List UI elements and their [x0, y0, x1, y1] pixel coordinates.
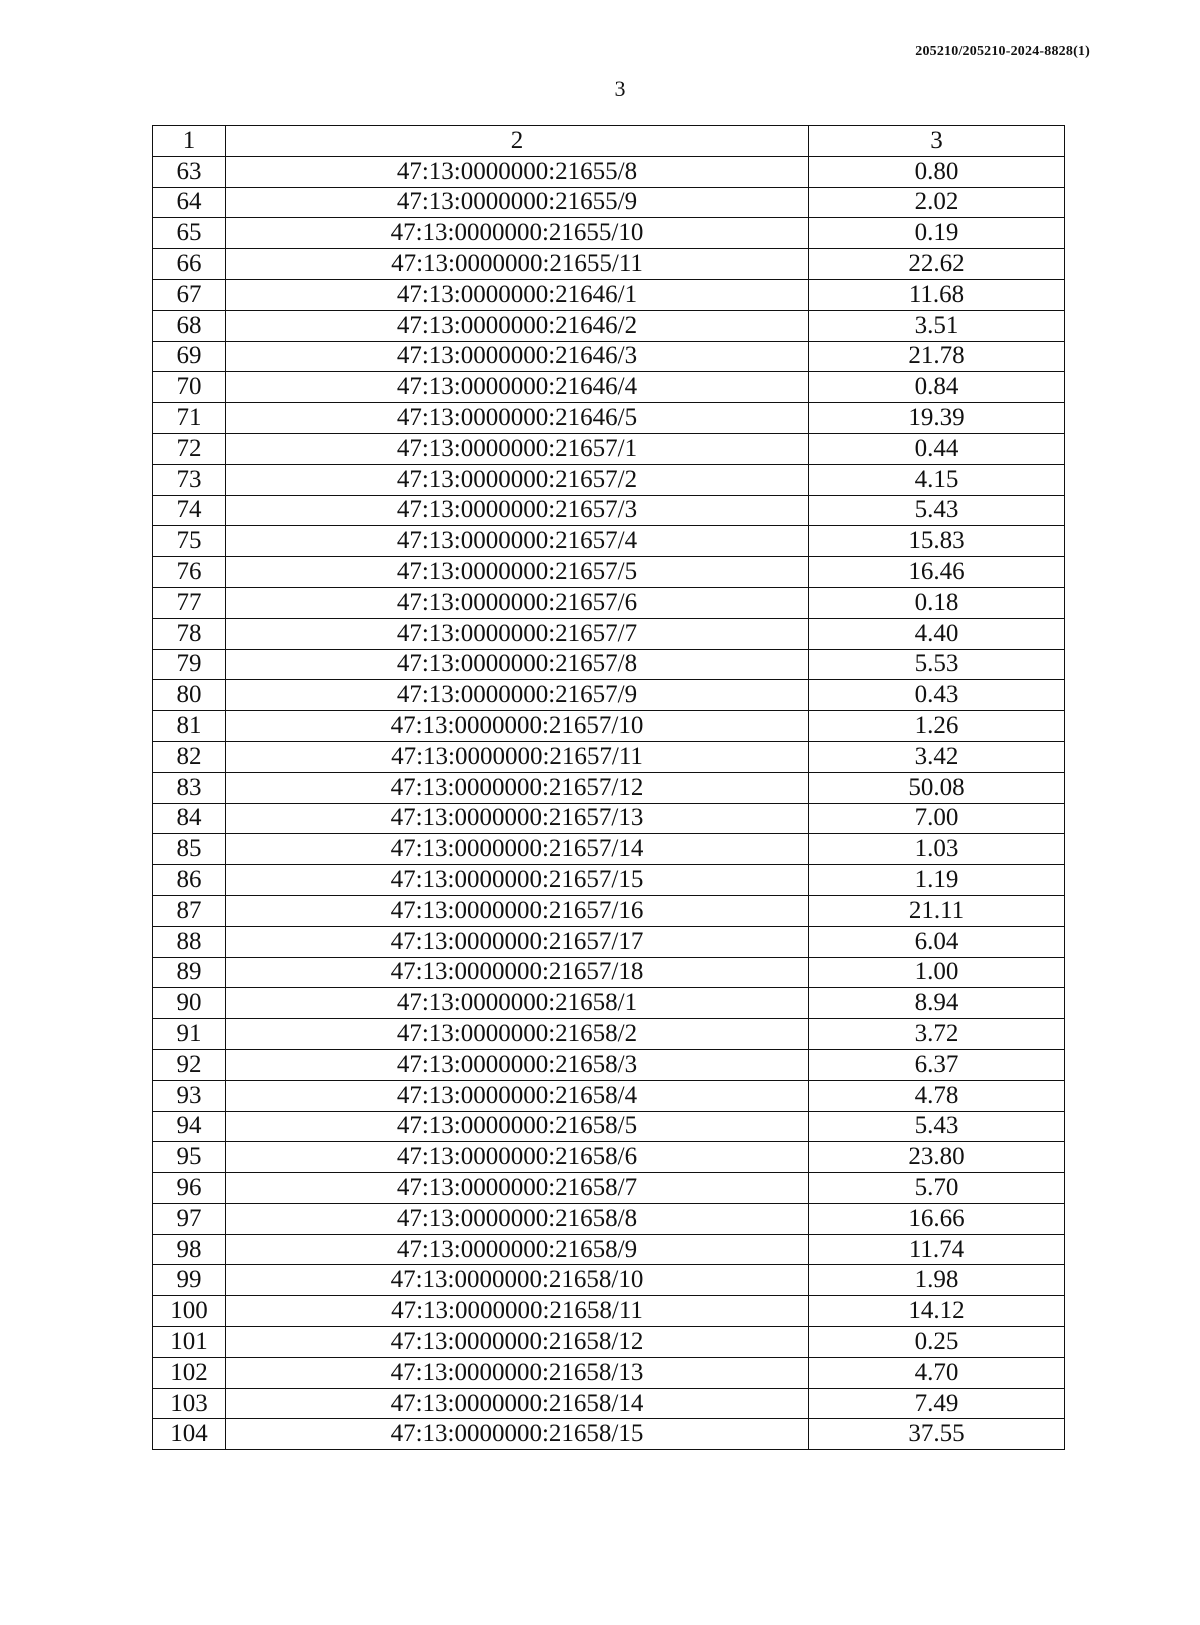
value-cell: 5.43	[809, 1111, 1065, 1142]
table-row	[153, 310, 1065, 341]
value-cell: 37.55	[809, 1419, 1065, 1450]
value-cell: 0.80	[809, 156, 1065, 187]
value-cell: 19.39	[809, 403, 1065, 434]
cadastral-number-cell: 47:13:0000000:21655/10	[226, 218, 809, 249]
value-cell: 5.70	[809, 1173, 1065, 1204]
cadastral-number-cell: 47:13:0000000:21657/15	[226, 865, 809, 896]
page-number: 3	[614, 76, 626, 101]
row-number-cell: 72	[153, 433, 226, 464]
table-row	[153, 711, 1065, 742]
row-number-cell: 71	[153, 403, 226, 434]
cadastral-number-cell: 47:13:0000000:21655/8	[226, 156, 809, 187]
row-number-cell: 73	[153, 464, 226, 495]
cadastral-number-cell: 47:13:0000000:21658/2	[226, 1019, 809, 1050]
row-number-cell: 66	[153, 249, 226, 280]
value-cell: 3.51	[809, 310, 1065, 341]
value-cell: 5.53	[809, 649, 1065, 680]
table-row	[153, 1265, 1065, 1296]
value-cell: 0.44	[809, 433, 1065, 464]
value-cell: 4.78	[809, 1080, 1065, 1111]
table-row	[153, 341, 1065, 372]
row-number-cell: 91	[153, 1019, 226, 1050]
row-number-cell: 78	[153, 618, 226, 649]
table-row	[153, 1357, 1065, 1388]
row-number-cell: 92	[153, 1049, 226, 1080]
table-row	[153, 464, 1065, 495]
table-row	[153, 649, 1065, 680]
table-row	[153, 865, 1065, 896]
column-header-cadastral-number: 2	[226, 126, 809, 157]
cadastral-number-cell: 47:13:0000000:21658/15	[226, 1419, 809, 1450]
value-cell: 1.98	[809, 1265, 1065, 1296]
table-row	[153, 741, 1065, 772]
table-row	[153, 218, 1065, 249]
cadastral-number-cell: 47:13:0000000:21657/1	[226, 433, 809, 464]
row-number-cell: 82	[153, 741, 226, 772]
value-cell: 1.26	[809, 711, 1065, 742]
value-cell: 0.43	[809, 680, 1065, 711]
row-number-cell: 86	[153, 865, 226, 896]
row-number-cell: 87	[153, 895, 226, 926]
row-number-cell: 84	[153, 803, 226, 834]
table-row	[153, 433, 1065, 464]
cadastral-number-cell: 47:13:0000000:21658/7	[226, 1173, 809, 1204]
value-cell: 21.11	[809, 895, 1065, 926]
row-number-cell: 104	[153, 1419, 226, 1450]
row-number-cell: 103	[153, 1388, 226, 1419]
table-row	[153, 1327, 1065, 1358]
cadastral-number-cell: 47:13:0000000:21646/5	[226, 403, 809, 434]
row-number-cell: 99	[153, 1265, 226, 1296]
row-number-cell: 97	[153, 1203, 226, 1234]
row-number-cell: 100	[153, 1296, 226, 1327]
row-number-cell: 83	[153, 772, 226, 803]
cadastral-number-cell: 47:13:0000000:21658/5	[226, 1111, 809, 1142]
table-row	[153, 680, 1065, 711]
row-number-cell: 95	[153, 1142, 226, 1173]
cadastral-number-cell: 47:13:0000000:21657/9	[226, 680, 809, 711]
table-row	[153, 249, 1065, 280]
value-cell: 0.25	[809, 1327, 1065, 1358]
table-row	[153, 1173, 1065, 1204]
cadastral-number-cell: 47:13:0000000:21658/3	[226, 1049, 809, 1080]
row-number-cell: 77	[153, 587, 226, 618]
table-row	[153, 1419, 1065, 1450]
table-row	[153, 618, 1065, 649]
value-cell: 0.84	[809, 372, 1065, 403]
row-number-cell: 102	[153, 1357, 226, 1388]
value-cell: 11.68	[809, 279, 1065, 310]
value-cell: 5.43	[809, 495, 1065, 526]
row-number-cell: 93	[153, 1080, 226, 1111]
row-number-cell: 68	[153, 310, 226, 341]
table-row	[153, 1142, 1065, 1173]
table-row	[153, 1203, 1065, 1234]
cadastral-number-cell: 47:13:0000000:21655/11	[226, 249, 809, 280]
cadastral-number-cell: 47:13:0000000:21658/8	[226, 1203, 809, 1234]
table-row	[153, 1234, 1065, 1265]
value-cell: 3.72	[809, 1019, 1065, 1050]
table-row	[153, 403, 1065, 434]
table-row	[153, 1111, 1065, 1142]
value-cell: 50.08	[809, 772, 1065, 803]
row-number-cell: 67	[153, 279, 226, 310]
cadastral-number-cell: 47:13:0000000:21657/16	[226, 895, 809, 926]
value-cell: 8.94	[809, 988, 1065, 1019]
row-number-cell: 88	[153, 926, 226, 957]
cadastral-number-cell: 47:13:0000000:21657/7	[226, 618, 809, 649]
table-row	[153, 926, 1065, 957]
table-row	[153, 1388, 1065, 1419]
value-cell: 7.00	[809, 803, 1065, 834]
value-cell: 4.40	[809, 618, 1065, 649]
table-body	[153, 156, 1065, 1449]
table-row	[153, 372, 1065, 403]
cadastral-number-cell: 47:13:0000000:21658/4	[226, 1080, 809, 1111]
cadastral-table	[152, 125, 1065, 1450]
cadastral-number-cell: 47:13:0000000:21646/3	[226, 341, 809, 372]
value-cell: 3.42	[809, 741, 1065, 772]
row-number-cell: 75	[153, 526, 226, 557]
cadastral-number-cell: 47:13:0000000:21655/9	[226, 187, 809, 218]
row-number-cell: 76	[153, 557, 226, 588]
value-cell: 4.70	[809, 1357, 1065, 1388]
row-number-cell: 74	[153, 495, 226, 526]
table-row	[153, 803, 1065, 834]
cadastral-number-cell: 47:13:0000000:21657/5	[226, 557, 809, 588]
row-number-cell: 69	[153, 341, 226, 372]
cadastral-number-cell: 47:13:0000000:21657/13	[226, 803, 809, 834]
cadastral-number-cell: 47:13:0000000:21646/1	[226, 279, 809, 310]
table-row	[153, 1296, 1065, 1327]
value-cell: 23.80	[809, 1142, 1065, 1173]
value-cell: 2.02	[809, 187, 1065, 218]
table-row	[153, 834, 1065, 865]
table-row	[153, 772, 1065, 803]
value-cell: 1.00	[809, 957, 1065, 988]
table-row	[153, 988, 1065, 1019]
cadastral-number-cell: 47:13:0000000:21657/6	[226, 587, 809, 618]
row-number-cell: 70	[153, 372, 226, 403]
cadastral-number-cell: 47:13:0000000:21646/2	[226, 310, 809, 341]
table-row	[153, 957, 1065, 988]
column-header-number: 1	[153, 126, 226, 157]
row-number-cell: 101	[153, 1327, 226, 1358]
cadastral-number-cell: 47:13:0000000:21657/10	[226, 711, 809, 742]
cadastral-number-cell: 47:13:0000000:21657/17	[226, 926, 809, 957]
table-row	[153, 156, 1065, 187]
row-number-cell: 90	[153, 988, 226, 1019]
table-header-row	[153, 126, 1065, 157]
cadastral-number-cell: 47:13:0000000:21658/14	[226, 1388, 809, 1419]
value-cell: 0.19	[809, 218, 1065, 249]
value-cell: 11.74	[809, 1234, 1065, 1265]
cadastral-number-cell: 47:13:0000000:21658/10	[226, 1265, 809, 1296]
table-row	[153, 495, 1065, 526]
row-number-cell: 89	[153, 957, 226, 988]
cadastral-number-cell: 47:13:0000000:21658/12	[226, 1327, 809, 1358]
table-row	[153, 1049, 1065, 1080]
cadastral-number-cell: 47:13:0000000:21657/18	[226, 957, 809, 988]
table-row	[153, 587, 1065, 618]
table-row	[153, 895, 1065, 926]
row-number-cell: 79	[153, 649, 226, 680]
value-cell: 1.03	[809, 834, 1065, 865]
row-number-cell: 96	[153, 1173, 226, 1204]
row-number-cell: 65	[153, 218, 226, 249]
value-cell: 14.12	[809, 1296, 1065, 1327]
value-cell: 22.62	[809, 249, 1065, 280]
value-cell: 16.66	[809, 1203, 1065, 1234]
cadastral-number-cell: 47:13:0000000:21657/3	[226, 495, 809, 526]
cadastral-number-cell: 47:13:0000000:21657/12	[226, 772, 809, 803]
row-number-cell: 64	[153, 187, 226, 218]
cadastral-number-cell: 47:13:0000000:21657/8	[226, 649, 809, 680]
cadastral-number-cell: 47:13:0000000:21657/4	[226, 526, 809, 557]
document-id: 205210/205210-2024-8828(1)	[915, 44, 1090, 59]
row-number-cell: 63	[153, 156, 226, 187]
table-row	[153, 1080, 1065, 1111]
value-cell: 7.49	[809, 1388, 1065, 1419]
value-cell: 15.83	[809, 526, 1065, 557]
row-number-cell: 85	[153, 834, 226, 865]
cadastral-number-cell: 47:13:0000000:21658/11	[226, 1296, 809, 1327]
table-row	[153, 279, 1065, 310]
value-cell: 4.15	[809, 464, 1065, 495]
value-cell: 16.46	[809, 557, 1065, 588]
cadastral-number-cell: 47:13:0000000:21657/14	[226, 834, 809, 865]
row-number-cell: 80	[153, 680, 226, 711]
cadastral-number-cell: 47:13:0000000:21658/9	[226, 1234, 809, 1265]
cadastral-number-cell: 47:13:0000000:21658/6	[226, 1142, 809, 1173]
cadastral-number-cell: 47:13:0000000:21657/2	[226, 464, 809, 495]
table-row	[153, 557, 1065, 588]
value-cell: 6.37	[809, 1049, 1065, 1080]
cadastral-number-cell: 47:13:0000000:21646/4	[226, 372, 809, 403]
row-number-cell: 94	[153, 1111, 226, 1142]
cadastral-number-cell: 47:13:0000000:21657/11	[226, 741, 809, 772]
table-row	[153, 526, 1065, 557]
table-row	[153, 187, 1065, 218]
table-row	[153, 1019, 1065, 1050]
cadastral-number-cell: 47:13:0000000:21658/1	[226, 988, 809, 1019]
value-cell: 1.19	[809, 865, 1065, 896]
row-number-cell: 98	[153, 1234, 226, 1265]
value-cell: 6.04	[809, 926, 1065, 957]
row-number-cell: 81	[153, 711, 226, 742]
cadastral-number-cell: 47:13:0000000:21658/13	[226, 1357, 809, 1388]
column-header-value: 3	[809, 126, 1065, 157]
value-cell: 0.18	[809, 587, 1065, 618]
value-cell: 21.78	[809, 341, 1065, 372]
